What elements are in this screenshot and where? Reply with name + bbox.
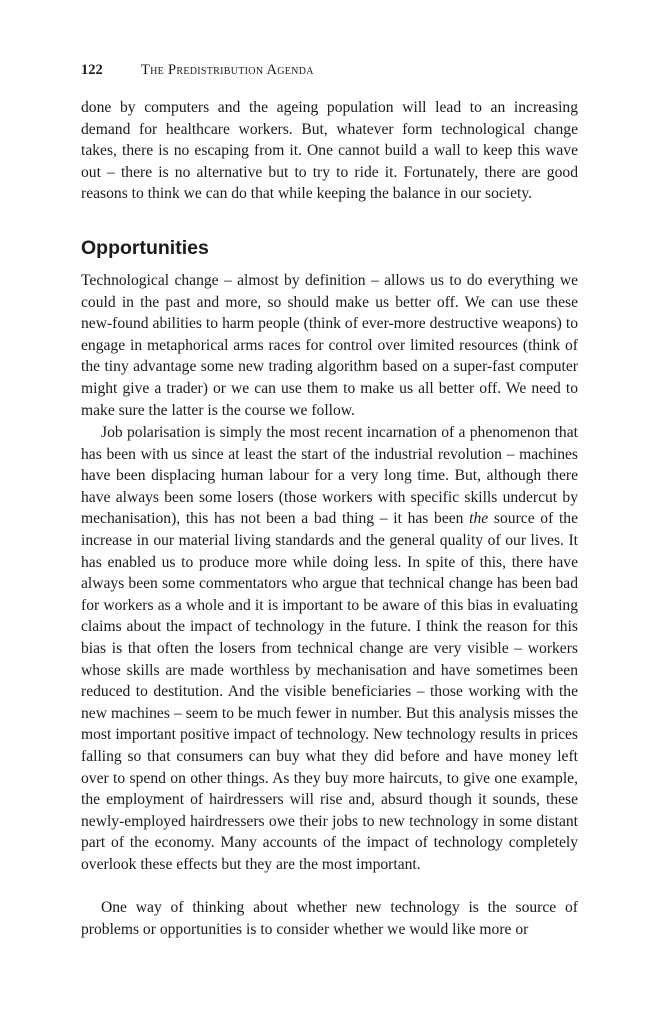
paragraph (81, 422, 578, 875)
paragraph: Technological change – almost by definition – allows us to do everything we could in the past and more, so should make us better off. We can use these new-found abilities to harm people (think of ever-more destructive weapons) to engage in metaphorical arms races for control over limited resources (think of the tiny advantage some new trading algorithm based on a super-fast computer might give a trader) or we can use them to make us all better off. We need to make sure the latter is the course we follow. (81, 272, 578, 419)
emphasized-word: the (469, 510, 489, 528)
paragraph: done by computers and the ageing population will lead to an increasing demand for healthcare workers. But, whatever form technological change takes, there is no escaping from it. One cannot build a wall to keep this wave out – there is no alternative but to try to ride it. Fortunately, there are good reasons to think we can do that while keeping the balance in our society. (81, 99, 578, 203)
page-number: 122 (81, 62, 103, 78)
paragraph: One way of thinking about whether new technology is the source of problems or opportunities is to consider whether we would like more or (81, 899, 578, 938)
paragraph-text: Job polarisation is simply the most recent incarnation of a phenomenon that has been with us since at least the start of the industrial revolution – machines have been displacing human labour for a very long time. But, although there have always been some losers (those workers with specific skills undercut by mechanisation), this has not been a bad thing – it has been (81, 424, 578, 528)
running-title: The Predistribution Agenda (141, 62, 314, 78)
section-heading: Opportunities (81, 237, 209, 259)
running-header (81, 60, 578, 80)
paragraph-text: source of the increase in our material living standards and the general quality of our lives. It has enabled us to produce more while doing less. In spite of this, there have always been some commentators who argue that technical change has been bad for workers as a whole and it is important to be aware of this bias in evaluating claims about the impact of technology in the future. I think the reason for this bias is that often the losers from technical change are very visible – workers whose skills are made worthless by mechanisation and have sometimes been reduced to destitution. And the visible beneficiaries – those working with the new machines – seem to be much fewer in number. But this analysis misses the most important positive impact of technology. New technology results in prices falling so that consumers can buy what they did before and have money left over to spend on other things. As they buy more haircuts, to give one example, the employment of hairdressers will rise and, absurd though it sounds, these newly-employed hairdressers owe their jobs to new technology in some distant part of the economy. Many accounts of the impact of technology completely overlook these effects but they are the most important. (81, 510, 579, 873)
